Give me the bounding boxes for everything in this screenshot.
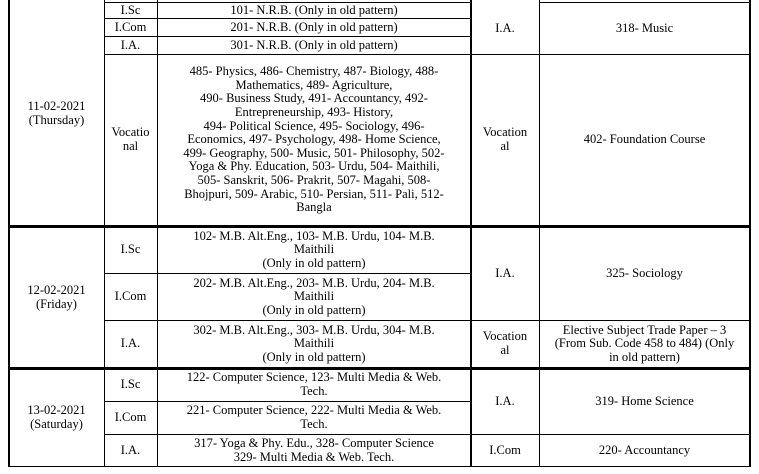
row-divider <box>104 273 471 274</box>
paper-text: 220- Accountancy <box>598 442 691 457</box>
paper-text: 301- N.R.B. (Only in old pattern) <box>230 37 398 52</box>
column-divider <box>104 0 105 467</box>
paper-cell <box>157 435 471 466</box>
stream-cell <box>471 321 539 367</box>
stream-cell <box>471 369 539 434</box>
column-divider <box>470 0 472 467</box>
paper-cell <box>157 55 471 225</box>
stream-text: Vocation al <box>482 329 528 357</box>
table-border-right <box>749 0 751 467</box>
row-divider <box>104 54 750 55</box>
day-divider <box>8 367 751 370</box>
paper-cell <box>157 274 471 320</box>
stream-cell <box>104 321 157 367</box>
paper-cell <box>539 227 750 320</box>
date-cell <box>9 227 104 368</box>
paper-cell <box>157 19 471 36</box>
paper-text: 101- N.R.B. (Only in old pattern) <box>230 2 398 17</box>
stream-cell <box>104 55 157 225</box>
date-text: 13-02-2021 (Saturday) <box>27 402 86 431</box>
stream-text: I.A. <box>120 442 141 457</box>
stream-cell <box>471 55 539 225</box>
paper-text: 318- Music <box>615 20 674 35</box>
row-divider <box>104 401 471 402</box>
stream-text: I.A. <box>495 265 515 280</box>
paper-text: 485- Physics, 486- Chemistry, 487- Biology, 488- Mathematics, 489- Agriculture, 490- Business Study, 491- Accountancy, 492- Entrepreneurship, 493- History, 494- Political Science, 495- Sociology, 496- Economics, 497- Psychology, 498- Home Science, 499- Geography, 500- Music, 501- Philosophy, 502- Yoga & Phy. Education, 503- Urdu, 504- Maithili, 505- Sanskrit, 506- Prakrit, 507- Magahi, 508- Bhojpuri, 509- Arabic, 510- Persian, 511- Pali, 512- Bangla <box>183 64 445 215</box>
row-divider <box>104 18 471 19</box>
paper-cell <box>539 369 750 434</box>
stream-cell <box>104 227 157 273</box>
paper-text: 325- Sociology <box>606 265 683 280</box>
paper-text: 402- Foundation Course <box>583 132 706 147</box>
paper-text: 319- Home Science <box>595 393 694 408</box>
date-text: 11-02-2021 (Thursday) <box>27 98 86 127</box>
stream-cell <box>104 435 157 466</box>
row-divider <box>539 2 750 3</box>
paper-text: 201- N.R.B. (Only in old pattern) <box>230 19 398 34</box>
stream-text: I.A. <box>495 20 515 35</box>
paper-text: 202- M.B. Alt.Eng., 203- M.B. Urdu, 204- M.B. Maithili (Only in old pattern) <box>193 275 435 317</box>
stream-text: I.Sc <box>120 242 141 257</box>
paper-cell <box>157 402 471 434</box>
paper-cell <box>539 3 750 54</box>
paper-text: 122- Computer Science, 123- Multi Media & Web. Tech. <box>186 370 442 398</box>
stream-cell <box>104 369 157 401</box>
date-text: 12-02-2021 (Friday) <box>27 282 86 311</box>
stream-text: I.Com <box>114 19 147 34</box>
stream-text: I.A. <box>120 336 141 351</box>
paper-text: Elective Subject Trade Paper – 3 (From Sub. Code 458 to 484) (Only in old pattern) <box>554 322 735 364</box>
stream-text: I.Com <box>489 442 521 457</box>
stream-cell <box>104 274 157 320</box>
row-divider <box>104 320 750 321</box>
row-divider <box>104 36 471 37</box>
column-divider <box>539 0 540 467</box>
day-divider <box>8 225 751 228</box>
stream-cell <box>104 37 157 54</box>
stream-text: I.Sc <box>120 2 141 17</box>
stream-cell <box>104 19 157 36</box>
stream-cell <box>104 402 157 434</box>
stream-cell <box>471 435 539 466</box>
stream-cell <box>104 3 157 18</box>
paper-cell <box>157 321 471 367</box>
paper-cell <box>539 435 750 466</box>
stream-text: Vocation al <box>482 125 528 153</box>
paper-cell <box>157 227 471 273</box>
paper-cell <box>157 3 471 18</box>
paper-text: 317- Yoga & Phy. Edu., 328- Computer Science 329- Multi Media & Web. Tech. <box>194 435 434 464</box>
paper-text: 102- M.B. Alt.Eng., 103- M.B. Urdu, 104- M.B. Maithili (Only in old pattern) <box>193 228 435 270</box>
stream-text: I.Com <box>114 289 147 304</box>
stream-text: I.Sc <box>120 377 141 392</box>
date-cell <box>9 369 104 466</box>
date-cell <box>9 0 104 227</box>
stream-cell <box>471 227 539 320</box>
stream-text: I.A. <box>495 393 515 408</box>
paper-cell <box>157 37 471 54</box>
paper-cell <box>157 369 471 401</box>
paper-text: 221- Computer Science, 222- Multi Media & Web. Tech. <box>186 403 442 431</box>
column-divider <box>157 0 158 467</box>
stream-text: I.Com <box>114 410 147 425</box>
paper-cell <box>539 55 750 225</box>
paper-cell <box>539 321 750 367</box>
row-divider <box>104 2 471 3</box>
table-border-left <box>8 0 10 467</box>
stream-text: I.A. <box>120 37 141 52</box>
table-border-bottom <box>8 466 751 467</box>
stream-cell <box>471 3 539 54</box>
stream-text: Vocatio nal <box>111 125 150 153</box>
paper-text: 302- M.B. Alt.Eng., 303- M.B. Urdu, 304- M.B. Maithili (Only in old pattern) <box>193 322 435 364</box>
row-divider <box>104 434 750 435</box>
